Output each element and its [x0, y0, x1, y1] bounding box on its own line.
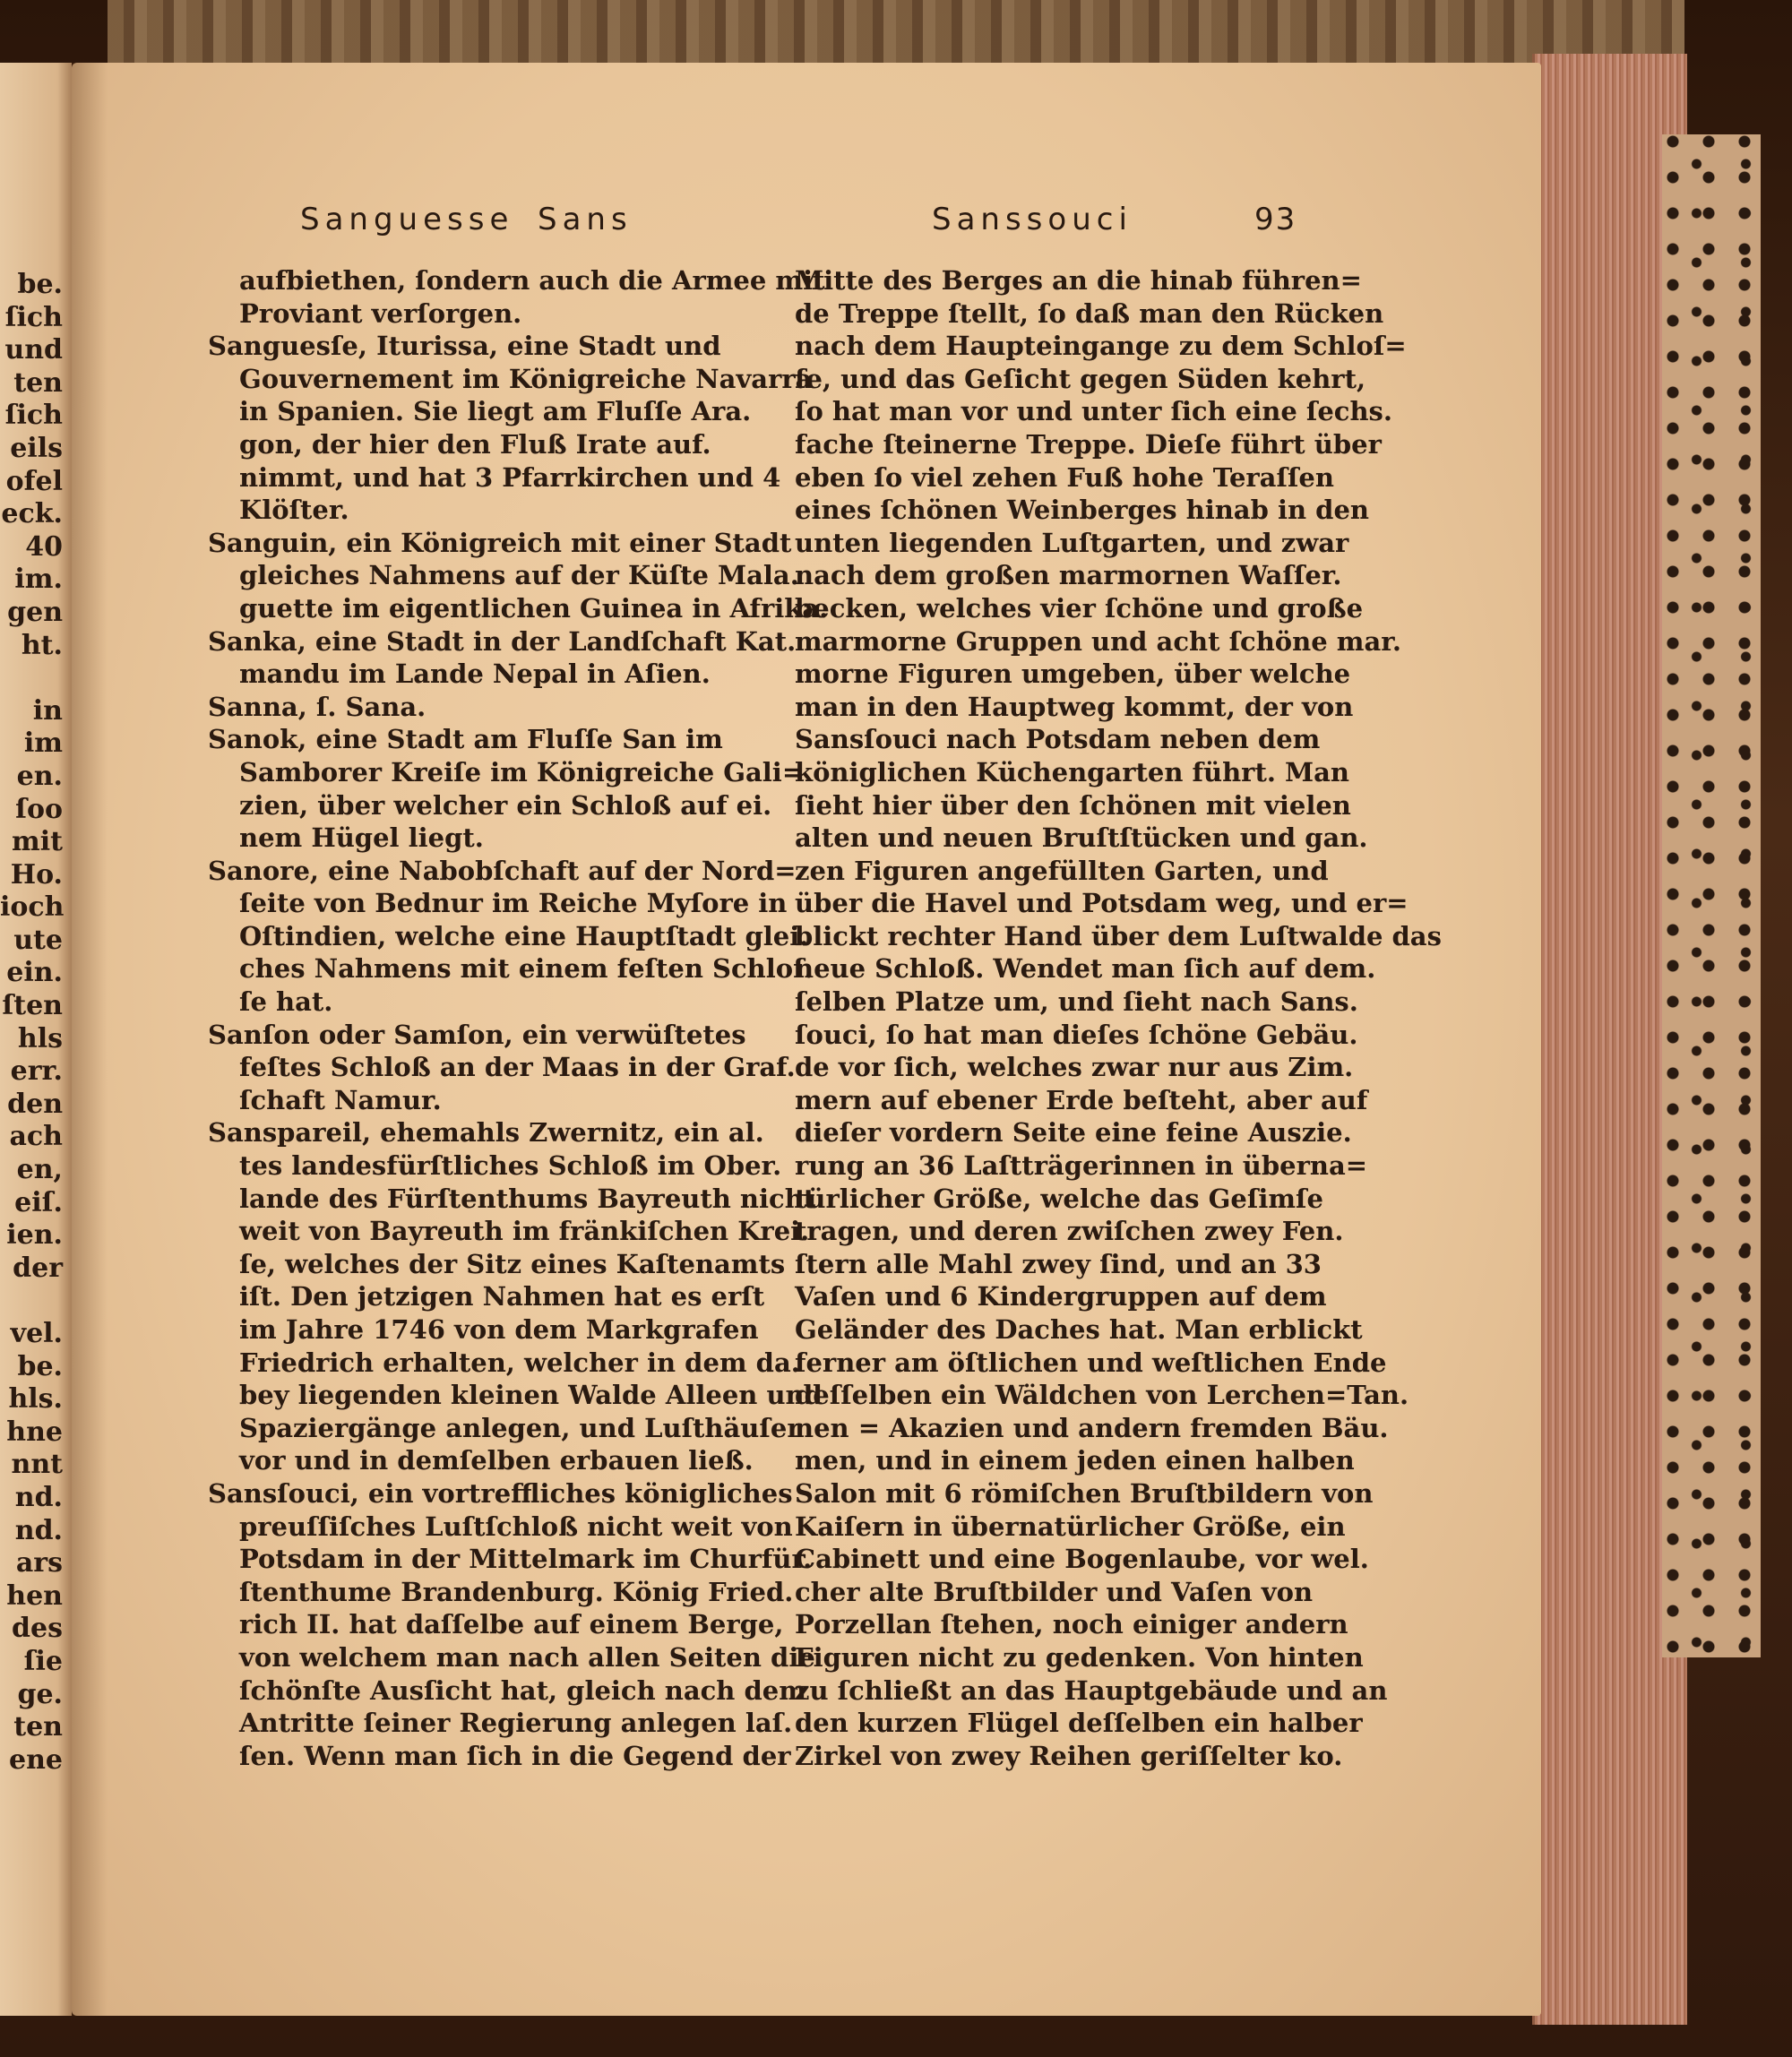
text-line: ſtern alle Mahl zwey ſind, und an 33	[795, 1248, 1322, 1279]
text-line: Sanguesſe, Iturissa, eine Stadt und	[208, 331, 721, 362]
margin-fragment: Ho.	[10, 858, 63, 891]
text-line: unten liegenden Luſtgarten, und zwar	[795, 527, 1349, 558]
text-line: Sanspareil, ehemahls Zwernitz, ein al.	[208, 1117, 764, 1149]
text-line: Figuren nicht zu gedenken. Von hinten	[795, 1641, 1364, 1673]
text-line: nach dem großen marmornen Waſſer.	[795, 560, 1342, 591]
text-line: bey liegenden kleinen Walde Alleen und	[239, 1380, 823, 1411]
text-line: ferner am öſtlichen und weſtlichen Ende	[795, 1347, 1387, 1378]
text-line: ſen. Wenn man ſich in die Gegend der	[239, 1740, 791, 1771]
text-line: über die Havel und Potsdam weg, und er=	[795, 888, 1409, 919]
margin-fragment: ars	[15, 1547, 63, 1579]
text-line: rung an 36 Laſtträgerinnen in überna=	[795, 1150, 1368, 1182]
left-text-column	[208, 264, 829, 1772]
text-line: gon, der hier den Fluß Irate auf.	[239, 428, 711, 460]
text-line: lande des Fürſtenthums Bayreuth nicht	[239, 1183, 816, 1214]
text-line: von welchem man nach allen Seiten die	[239, 1641, 815, 1673]
text-line: mandu im Lande Nepal in Aſien.	[239, 658, 711, 690]
margin-fragment: ht.	[21, 629, 63, 661]
text-line: Sansſouci, ein vortreffliches königliches	[208, 1477, 793, 1509]
text-line: marmorne Gruppen und acht ſchöne mar.	[795, 625, 1401, 657]
margin-fragment: hls	[17, 1022, 63, 1054]
text-line: Zirkel von zwey Reihen geriſſelter ko.	[795, 1740, 1343, 1771]
text-line: mern auf ebener Erde beſteht, aber auf	[795, 1084, 1368, 1115]
margin-fragment: ſich	[4, 301, 63, 333]
margin-fragment	[0, 1285, 63, 1318]
text-line: Sanſon oder Samſon, ein verwüſtetes	[208, 1019, 746, 1050]
text-line: ſe, welches der Sitz eines Kaſtenamts	[239, 1248, 786, 1279]
margin-fragment: mit	[12, 826, 63, 858]
text-line: Sansſouci nach Potsdam neben dem	[795, 724, 1321, 755]
text-line: ſo hat man vor und unter ſich eine ſechs.	[795, 396, 1392, 427]
text-line: deſſelben ein Wäldchen von Lerchen=Tan.	[795, 1380, 1409, 1411]
text-line: ſouci, ſo hat man dieſes ſchöne Gebäu.	[795, 1019, 1358, 1050]
text-line: Mitte des Berges an die hinab führen=	[795, 265, 1362, 296]
margin-fragment: ten	[13, 366, 63, 399]
margin-fragment: vel.	[10, 1318, 63, 1349]
text-line: Porzellan ſtehen, noch einiger andern	[795, 1609, 1348, 1640]
text-line: den kurzen Flügel deſſelben ein halber	[795, 1708, 1363, 1739]
text-line: morne Figuren umgeben, über welche	[795, 658, 1351, 690]
text-line: Salon mit 6 römiſchen Bruſtbildern von	[795, 1477, 1374, 1509]
margin-fragment: be.	[17, 269, 63, 300]
text-line: nach dem Haupteingange zu dem Schloſ=	[795, 331, 1407, 362]
margin-fragment: ofel	[5, 465, 63, 497]
text-line: Sanore, eine Nabobſchaft auf der Nord=	[208, 855, 797, 886]
margin-fragment: der	[13, 1252, 63, 1284]
margin-fragment: und	[4, 334, 63, 366]
margin-fragment: ach	[9, 1121, 63, 1153]
margin-fragment	[0, 662, 63, 695]
text-line: Friedrich erhalten, welcher in dem da.	[239, 1347, 800, 1378]
text-line: ſeite von Bednur im Reiche Myſore in	[239, 888, 788, 919]
text-line: aufbiethen, ſondern auch die Armee mit	[239, 265, 825, 296]
margin-fragment: ene	[9, 1743, 63, 1776]
text-line: man in den Hauptweg kommt, der von	[795, 691, 1354, 722]
text-line: alten und neuen Bruſtſtücken und gan.	[795, 822, 1368, 854]
text-line: Cabinett und eine Bogenlaube, vor wel.	[795, 1544, 1369, 1575]
text-line: im Jahre 1746 von dem Markgrafen	[239, 1314, 759, 1345]
text-line: Sanok, eine Stadt am Fluſſe San im	[208, 724, 723, 755]
text-line: rich II. hat daſſelbe auf einem Berge,	[239, 1609, 784, 1640]
text-line: nimmt, und hat 3 Pfarrkirchen und 4	[239, 461, 781, 493]
margin-fragment: ſoo	[15, 793, 63, 825]
text-line: Sanka, eine Stadt in der Landſchaft Kat.	[208, 625, 797, 657]
margin-fragment: ioch	[0, 891, 65, 924]
margin-fragment: hen	[6, 1579, 63, 1612]
margin-fragment: des	[12, 1613, 63, 1645]
text-line: neue Schloß. Wendet man ſich auf dem.	[795, 953, 1376, 985]
text-line: vor und in demſelben erbauen ließ.	[239, 1445, 754, 1476]
text-line: königlichen Küchengarten führt. Man	[795, 756, 1350, 788]
margin-fragment: ſten	[2, 990, 63, 1022]
text-line: eines ſchönen Weinberges hinab in den	[795, 495, 1369, 526]
text-line: Antritte ſeiner Regierung anlegen laſ.	[239, 1708, 793, 1739]
margin-fragment: eiſ.	[14, 1186, 63, 1218]
margin-fragment: ſie	[23, 1645, 63, 1677]
text-line: Klöſter.	[239, 495, 349, 526]
margin-fragment: eck.	[1, 498, 63, 530]
text-line: ſtenthume Brandenburg. König Fried.	[239, 1576, 794, 1607]
text-line: ſe, und das Geſicht gegen Süden kehrt,	[795, 363, 1366, 394]
book-cover-top-edge	[108, 0, 1684, 72]
margin-fragment: ien.	[6, 1219, 63, 1252]
text-line: weit von Bayreuth im fränkiſchen Krei.	[239, 1216, 810, 1247]
margin-fragment: im	[23, 727, 63, 760]
text-line: Potsdam in der Mittelmark im Churfür.	[239, 1544, 813, 1575]
text-line: nem Hügel liegt.	[239, 822, 484, 854]
text-line: de vor ſich, welches zwar nur aus Zim.	[795, 1052, 1354, 1083]
text-line: tragen, und deren zwiſchen zwey Fen.	[795, 1216, 1344, 1247]
margin-fragment: ſich	[4, 400, 63, 432]
text-line: Gouvernement im Königreiche Navarra	[239, 363, 813, 394]
text-line: becken, welches vier ſchöne und große	[795, 592, 1364, 624]
text-line: fache ſteinerne Treppe. Dieſe führt über	[795, 428, 1382, 460]
text-line: ſelben Platze um, und ſieht nach Sans.	[795, 986, 1358, 1018]
text-line: ſe hat.	[239, 986, 333, 1018]
text-line: Sanguin, ein Königreich mit einer Stadt	[208, 527, 792, 558]
text-line: Samborer Kreiſe im Königreiche Gali=	[239, 756, 805, 788]
text-line: blickt rechter Hand über dem Luſtwalde das	[795, 920, 1442, 951]
margin-fragment: en,	[16, 1154, 63, 1186]
text-line: Vaſen und 6 Kindergruppen auf dem	[795, 1281, 1327, 1313]
text-line: cher alte Bruſtbilder und Vaſen von	[795, 1576, 1314, 1607]
text-line: in Spanien. Sie liegt am Fluſſe Ara.	[239, 396, 752, 427]
margin-fragment: im.	[14, 564, 63, 596]
text-line: gleiches Nahmens auf der Küſte Mala.	[239, 560, 799, 591]
text-line: feſtes Schloß an der Maas in der Graf.	[239, 1052, 796, 1083]
margin-fragment: be.	[17, 1350, 63, 1382]
text-line: nen = Akazien und andern fremden Bäu.	[795, 1412, 1389, 1443]
margin-fragment: ute	[13, 924, 63, 956]
text-line: de Treppe ſtellt, ſo daß man den Rücken	[795, 297, 1384, 329]
running-head-right: Sanssouci	[932, 202, 1133, 237]
text-line: ches Nahmens mit einem feſten Schloſ.	[239, 953, 814, 985]
marbled-endpaper	[1662, 134, 1761, 1657]
margin-fragment: ge.	[17, 1678, 63, 1710]
margin-fragment: en.	[16, 760, 63, 792]
text-line: iſt. Den jetzigen Nahmen hat es erſt	[239, 1281, 765, 1313]
margin-fragment: eils	[10, 432, 63, 464]
text-line: zu ſchließt an das Hauptgebäude und an	[795, 1674, 1388, 1706]
margin-fragment: 40	[25, 530, 63, 563]
margin-fragment: ten	[13, 1711, 63, 1743]
text-line: Spaziergänge anlegen, und Luſthäuſer	[239, 1412, 801, 1443]
text-line: preuſſiſches Luſtſchloß nicht weit von	[239, 1510, 793, 1542]
margin-fragment: den	[7, 1088, 63, 1120]
text-line: Sanna, ſ. Sana.	[208, 691, 426, 722]
margin-fragment: hne	[6, 1416, 63, 1448]
running-head-left-last: Sans	[538, 202, 633, 237]
text-line: guette im eigentlichen Guinea in Afrika.	[239, 592, 829, 624]
text-line: türlicher Größe, welche das Geſimſe	[795, 1183, 1323, 1214]
running-head-left-first: Sanguesse	[300, 202, 514, 237]
text-line: eben ſo viel zehen Fuß hohe Teraſſen	[795, 461, 1334, 493]
left-page-fragments	[0, 269, 63, 1777]
margin-fragment: err.	[10, 1055, 63, 1088]
text-line: Oſtindien, welche eine Hauptſtadt glei.	[239, 920, 809, 951]
text-line: Kaiſern in übernatürlicher Größe, ein	[795, 1510, 1346, 1542]
margin-fragment: in	[32, 694, 63, 727]
text-line: zien, über welcher ein Schloß auf ei.	[239, 789, 772, 821]
right-text-column	[795, 264, 1442, 1772]
margin-fragment: nd.	[14, 1514, 63, 1546]
gutter-shadow	[72, 63, 108, 2016]
margin-fragment: ein.	[6, 957, 63, 989]
text-line: ſchönſte Ausſicht hat, gleich nach dem	[239, 1674, 806, 1706]
text-line: tes landesfürſtliches Schloß im Ober.	[239, 1150, 782, 1182]
text-line: men, und in einem jeden einen halben	[795, 1445, 1355, 1476]
margin-fragment: nd.	[14, 1481, 63, 1513]
text-line: dieſer vordern Seite eine feine Auszie.	[795, 1117, 1352, 1149]
text-line: ſchaft Namur.	[239, 1084, 442, 1115]
text-line: ſieht hier über den ſchönen mit vielen	[795, 789, 1351, 821]
margin-fragment: nnt	[11, 1449, 63, 1481]
text-line: Proviant verſorgen.	[239, 297, 522, 329]
margin-fragment: gen	[7, 596, 63, 628]
page-number: 93	[1254, 202, 1297, 237]
text-line: zen Figuren angefüllten Garten, und	[795, 855, 1329, 886]
margin-fragment: hls.	[8, 1383, 63, 1416]
text-line: Geländer des Daches hat. Man erblickt	[795, 1314, 1363, 1345]
